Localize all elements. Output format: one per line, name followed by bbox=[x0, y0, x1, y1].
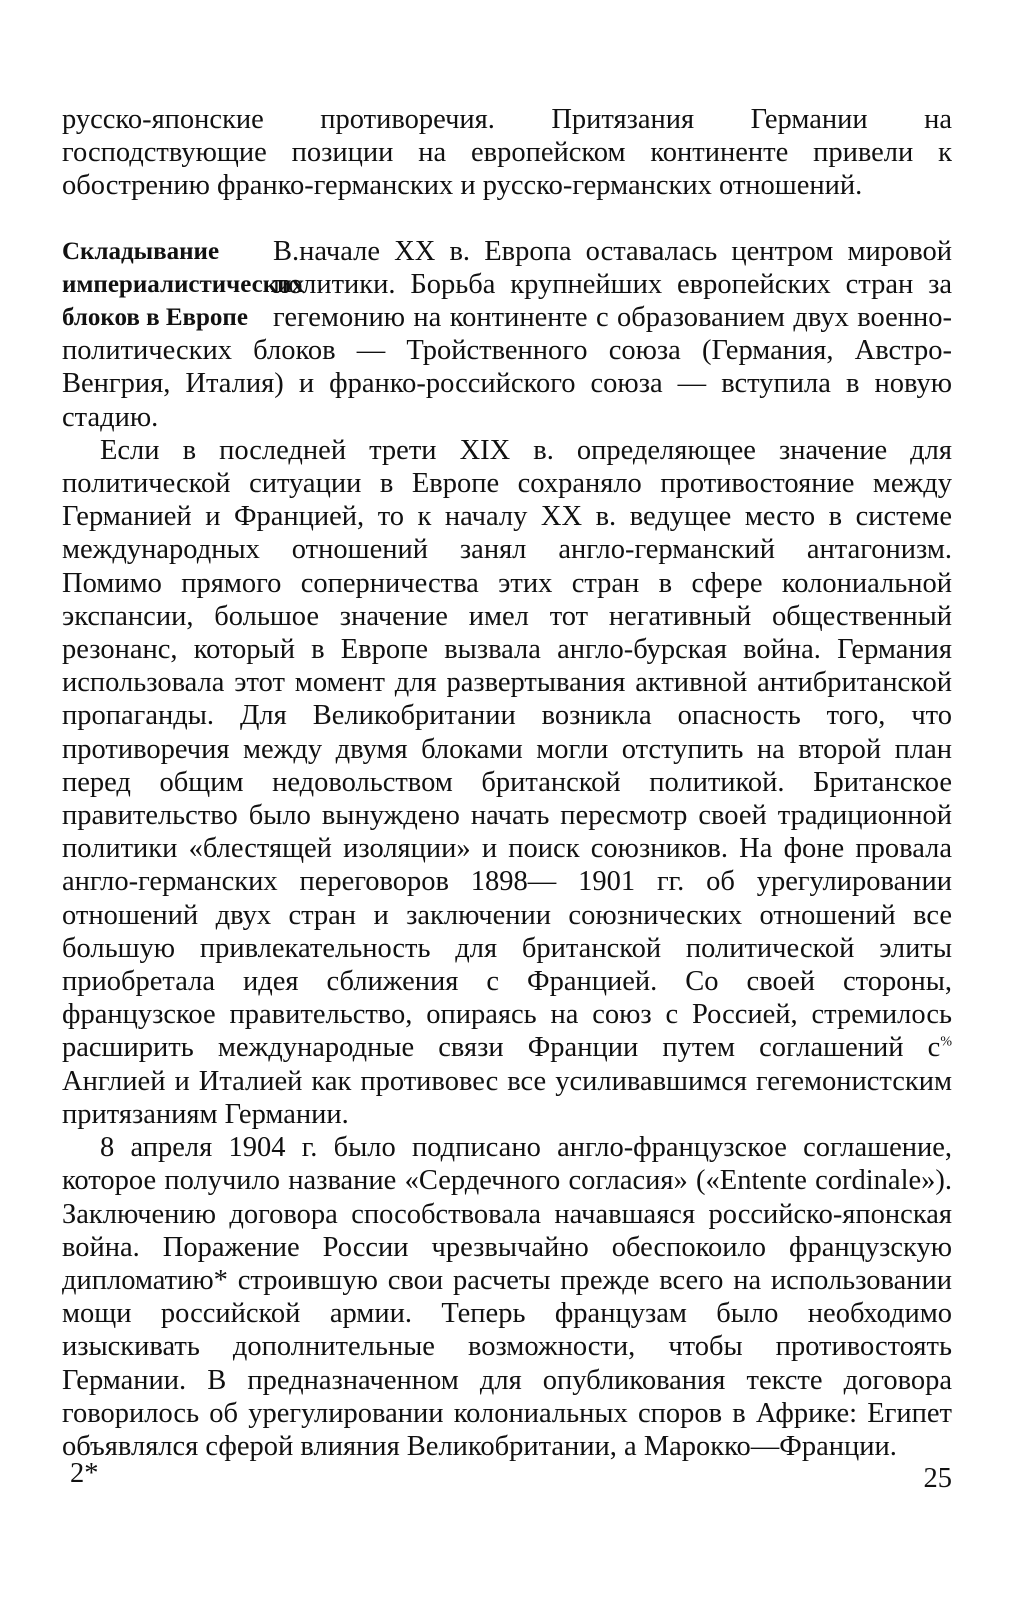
paragraph-3-main: Если в последней трети XIX в. определяющее значение для политической ситуации в Европе сохраняло противостояние между Германией и Францией, то к началу XX в. ведущее место в системе международных отношений занял англо-германский антагонизм. Помимо прямого соперничества этих стран в сфере колониальной экспансии, большое значение имел тот негативный общественный резонанс, который в Европе вызвала англо-бурская война. Германия использовала этот момент для развертывания активной антибританской пропаганды. Для Великобритании возникла опасность того, что противоречия между двумя блоками могли отступить на второй план перед общим недовольством британской политикой. Британское правительство было вынуждено начать пересмотр своей традиционной политики «блестящей изоляции» и поиск союзников. На фоне провала англо-германских переговоров 1898— 1901 гг. об урегулировании отношений двух стран и заключении союзнических отношений все большую привлекательность для британской политической элиты приобретала идея сближения с Францией. Со своей стороны, французское правительство, опираясь на союз с Россией, стремилось расширить международные связи Франции путем соглашений с bbox=[62, 434, 952, 1064]
paragraph-4: 8 апреля 1904 г. было подписано англо-французское соглашение, которое получило название «Сердечного согласия» («Entente cordinale»). Заключению договора способствовала начавшаяся российско-японская война. Поражение России чрезвычайно обеспокоило французскую дипломатию* строившую свои расчеты прежде всего на использовании мощи российской армии. Теперь французам было необходимо изыскивать дополнительные возможности, чтобы противостоять Германии. В предназначенном для опубликования тексте договора говорилось об урегулировании колониальных споров в Африке: Египет объявлялся сферой влияния Великобритании, а Марокко—Франции. bbox=[62, 1132, 952, 1462]
section-side-title: Складывание империалистических блоков в Европе bbox=[62, 237, 305, 332]
section-gap bbox=[62, 203, 952, 235]
paragraph-3 bbox=[62, 434, 952, 1131]
page-number: 25 bbox=[923, 1463, 952, 1494]
percent-mark: % bbox=[940, 1034, 952, 1050]
page-content bbox=[62, 103, 952, 1463]
paragraph-1: русско-японские противоречия. Притязания Германии на господствующие позиции на европейском континенте привели к обострению франко-германских и русско-германских отношений. bbox=[62, 104, 952, 202]
paragraph-3-tail: Англией и Италией как противовес все усиливавшимся гегемонистским притязаниям Германии. bbox=[62, 1065, 952, 1130]
section-blocks-in-europe bbox=[62, 235, 952, 434]
signature-mark: 2* bbox=[70, 1458, 99, 1489]
paragraph-2: В.начале XX в. Европа оставалась центром мировой политики. Борьба крупнейших европейских стран за гегемонию на континенте с образованием двух военно-политических блоков — Тройственного союза (Германия, Австро-Венгрия, Италия) и франко-российского союза — вступила в новую стадию. bbox=[62, 235, 952, 433]
